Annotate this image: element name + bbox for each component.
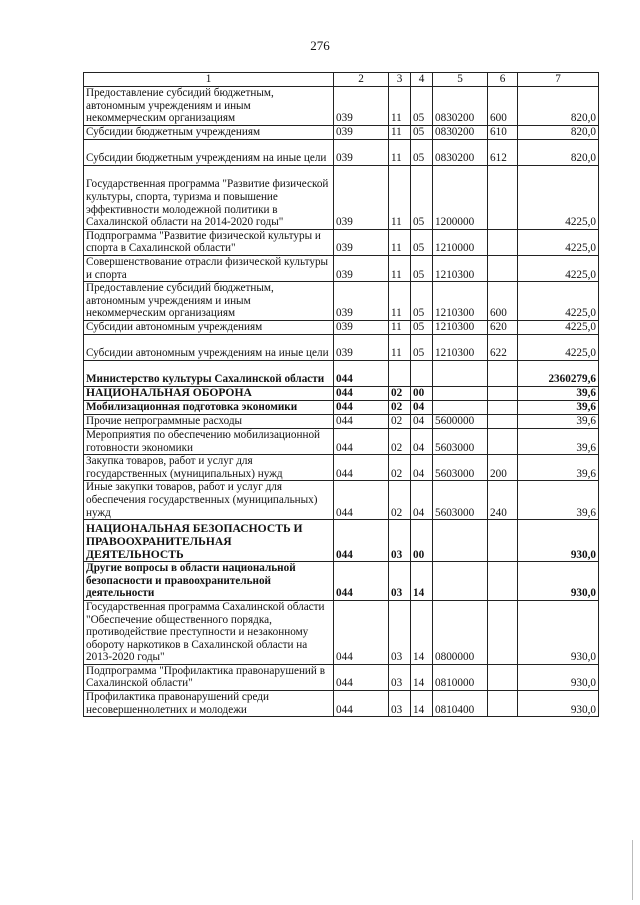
row-section-cell: 11: [389, 139, 411, 165]
table-row: [84, 428, 599, 454]
row-amount-cell: 4225,0: [518, 320, 599, 334]
row-type-cell: 620: [488, 320, 518, 334]
row-section-cell: 02: [389, 400, 411, 414]
row-type-cell: [488, 520, 518, 562]
table-row: [84, 360, 599, 386]
row-subsection-cell: 05: [411, 165, 433, 229]
row-type-cell: [488, 386, 518, 400]
row-section-cell: 11: [389, 282, 411, 321]
table-row: [84, 414, 599, 428]
table-row: [84, 520, 599, 562]
row-name-cell: Подпрограмма "Профилактика правонарушений в Сахалинской области": [84, 664, 334, 690]
row-amount-cell: 39,6: [518, 386, 599, 400]
row-target-cell: 0830200: [433, 125, 488, 139]
table-row: [84, 139, 599, 165]
row-subsection-cell: 05: [411, 139, 433, 165]
row-amount-cell: 2360279,6: [518, 360, 599, 386]
row-name-cell: Предоставление субсидий бюджетным, автономным учреждениям и иным некоммерческим организациям: [84, 282, 334, 321]
row-section-cell: 02: [389, 455, 411, 481]
table-row: [84, 87, 599, 126]
header-col-1: 1: [84, 73, 334, 87]
row-code-cell: 039: [334, 139, 389, 165]
row-code-cell: 044: [334, 520, 389, 562]
row-amount-cell: 930,0: [518, 600, 599, 664]
row-type-cell: [488, 664, 518, 690]
row-target-cell: 1200000: [433, 165, 488, 229]
row-section-cell: 11: [389, 334, 411, 360]
row-name-cell: Субсидии бюджетным учреждениям на иные цели: [84, 139, 334, 165]
row-name-cell: Мобилизационная подготовка экономики: [84, 400, 334, 414]
row-type-cell: 622: [488, 334, 518, 360]
row-name-cell: НАЦИОНАЛЬНАЯ ОБОРОНА: [84, 386, 334, 400]
row-target-cell: 1210300: [433, 320, 488, 334]
row-amount-cell: 820,0: [518, 125, 599, 139]
row-name-cell: Мероприятия по обеспечению мобилизационной готовности экономики: [84, 428, 334, 454]
row-target-cell: [433, 520, 488, 562]
row-amount-cell: 4225,0: [518, 255, 599, 281]
row-subsection-cell: 04: [411, 400, 433, 414]
row-type-cell: [488, 428, 518, 454]
header-row: [84, 73, 599, 87]
row-target-cell: 0830200: [433, 139, 488, 165]
budget-table: [83, 72, 599, 717]
header-col-4: 4: [411, 73, 433, 87]
row-subsection-cell: 05: [411, 87, 433, 126]
row-target-cell: 1210000: [433, 229, 488, 255]
table-row: [84, 691, 599, 717]
row-amount-cell: 930,0: [518, 562, 599, 601]
row-subsection-cell: 14: [411, 664, 433, 690]
row-type-cell: [488, 562, 518, 601]
row-type-cell: 600: [488, 87, 518, 126]
row-target-cell: [433, 360, 488, 386]
row-name-cell: Субсидии бюджетным учреждениям: [84, 125, 334, 139]
page-number: 276: [310, 38, 330, 53]
row-section-cell: [389, 360, 411, 386]
row-amount-cell: 820,0: [518, 139, 599, 165]
row-name-cell: Государственная программа "Развитие физической культуры, спорта, туризма и повышение эффективности молодежной политики в Сахалинской области на 2014-2020 годы": [84, 165, 334, 229]
row-name-cell: Прочие непрограммные расходы: [84, 414, 334, 428]
row-type-cell: 612: [488, 139, 518, 165]
row-code-cell: 039: [334, 229, 389, 255]
row-code-cell: 039: [334, 87, 389, 126]
row-subsection-cell: 14: [411, 600, 433, 664]
row-code-cell: 044: [334, 386, 389, 400]
row-code-cell: 044: [334, 428, 389, 454]
row-subsection-cell: 14: [411, 691, 433, 717]
row-code-cell: 039: [334, 282, 389, 321]
row-code-cell: 044: [334, 360, 389, 386]
row-target-cell: 5603000: [433, 455, 488, 481]
row-type-cell: [488, 414, 518, 428]
table-row: [84, 165, 599, 229]
row-type-cell: 600: [488, 282, 518, 321]
row-name-cell: НАЦИОНАЛЬНАЯ БЕЗОПАСНОСТЬ И ПРАВООХРАНИТЕЛЬНАЯ ДЕЯТЕЛЬНОСТЬ: [84, 520, 334, 562]
row-subsection-cell: 05: [411, 334, 433, 360]
row-target-cell: [433, 400, 488, 414]
row-type-cell: 240: [488, 481, 518, 520]
row-amount-cell: 39,6: [518, 481, 599, 520]
row-name-cell: Государственная программа Сахалинской области "Обеспечение общественного порядка, противодействие преступности и незаконному обороту наркотиков в Сахалинской области на 2013-2020 годы": [84, 600, 334, 664]
row-name-cell: Профилактика правонарушений среди несовершеннолетних и молодежи: [84, 691, 334, 717]
row-code-cell: 044: [334, 664, 389, 690]
row-code-cell: 044: [334, 455, 389, 481]
row-amount-cell: 4225,0: [518, 165, 599, 229]
row-section-cell: 11: [389, 165, 411, 229]
row-target-cell: 5603000: [433, 481, 488, 520]
row-name-cell: Субсидии автономным учреждениям на иные цели: [84, 334, 334, 360]
row-section-cell: 11: [389, 320, 411, 334]
row-section-cell: 11: [389, 87, 411, 126]
row-subsection-cell: 05: [411, 125, 433, 139]
row-section-cell: 02: [389, 414, 411, 428]
row-type-cell: [488, 229, 518, 255]
table-row: [84, 664, 599, 690]
table-row: [84, 386, 599, 400]
header-col-7: 7: [518, 73, 599, 87]
row-section-cell: 02: [389, 481, 411, 520]
row-type-cell: [488, 400, 518, 414]
row-amount-cell: 39,6: [518, 414, 599, 428]
row-amount-cell: 4225,0: [518, 282, 599, 321]
row-code-cell: 044: [334, 691, 389, 717]
row-subsection-cell: 04: [411, 428, 433, 454]
row-name-cell: Министерство культуры Сахалинской области: [84, 360, 334, 386]
row-amount-cell: 930,0: [518, 520, 599, 562]
row-type-cell: [488, 165, 518, 229]
table-row: [84, 229, 599, 255]
row-subsection-cell: 04: [411, 481, 433, 520]
table-row: [84, 400, 599, 414]
row-subsection-cell: 04: [411, 455, 433, 481]
row-section-cell: 03: [389, 600, 411, 664]
row-code-cell: 044: [334, 481, 389, 520]
row-section-cell: 02: [389, 428, 411, 454]
row-code-cell: 039: [334, 255, 389, 281]
row-section-cell: 03: [389, 691, 411, 717]
row-code-cell: 044: [334, 562, 389, 601]
row-code-cell: 039: [334, 125, 389, 139]
row-section-cell: 11: [389, 125, 411, 139]
row-subsection-cell: 05: [411, 255, 433, 281]
table-row: [84, 320, 599, 334]
row-subsection-cell: 00: [411, 520, 433, 562]
row-name-cell: Иные закупки товаров, работ и услуг для обеспечения государственных (муниципальных) нужд: [84, 481, 334, 520]
table-row: [84, 334, 599, 360]
row-target-cell: 1210300: [433, 334, 488, 360]
table-row: [84, 125, 599, 139]
row-target-cell: 1210300: [433, 255, 488, 281]
row-amount-cell: 39,6: [518, 455, 599, 481]
row-type-cell: [488, 600, 518, 664]
row-amount-cell: 4225,0: [518, 229, 599, 255]
row-code-cell: 039: [334, 334, 389, 360]
row-subsection-cell: [411, 360, 433, 386]
row-name-cell: Другие вопросы в области национальной безопасности и правоохранительной деятельности: [84, 562, 334, 601]
row-code-cell: 039: [334, 165, 389, 229]
row-section-cell: 11: [389, 255, 411, 281]
table-row: [84, 255, 599, 281]
header-col-2: 2: [334, 73, 389, 87]
row-target-cell: 0810000: [433, 664, 488, 690]
row-type-cell: [488, 255, 518, 281]
table-row: [84, 562, 599, 601]
table-row: [84, 455, 599, 481]
row-target-cell: 5603000: [433, 428, 488, 454]
row-name-cell: Предоставление субсидий бюджетным, автономным учреждениям и иным некоммерческим организациям: [84, 87, 334, 126]
row-section-cell: 03: [389, 562, 411, 601]
row-name-cell: Субсидии автономным учреждениям: [84, 320, 334, 334]
header-col-6: 6: [488, 73, 518, 87]
row-target-cell: 5600000: [433, 414, 488, 428]
row-code-cell: 039: [334, 320, 389, 334]
row-target-cell: [433, 386, 488, 400]
row-target-cell: 0800000: [433, 600, 488, 664]
row-target-cell: 1210300: [433, 282, 488, 321]
row-code-cell: 044: [334, 600, 389, 664]
row-subsection-cell: 14: [411, 562, 433, 601]
row-type-cell: [488, 360, 518, 386]
row-amount-cell: 820,0: [518, 87, 599, 126]
row-subsection-cell: 05: [411, 320, 433, 334]
row-amount-cell: 4225,0: [518, 334, 599, 360]
row-subsection-cell: 05: [411, 229, 433, 255]
header-col-3: 3: [389, 73, 411, 87]
row-type-cell: 200: [488, 455, 518, 481]
row-code-cell: 044: [334, 414, 389, 428]
row-section-cell: 11: [389, 229, 411, 255]
row-subsection-cell: 05: [411, 282, 433, 321]
row-type-cell: 610: [488, 125, 518, 139]
row-name-cell: Совершенствование отрасли физической культуры и спорта: [84, 255, 334, 281]
header-col-5: 5: [433, 73, 488, 87]
row-target-cell: [433, 562, 488, 601]
row-name-cell: Подпрограмма "Развитие физической культуры и спорта в Сахалинской области": [84, 229, 334, 255]
table-row: [84, 481, 599, 520]
table-row: [84, 600, 599, 664]
row-subsection-cell: 00: [411, 386, 433, 400]
row-target-cell: 0810400: [433, 691, 488, 717]
row-section-cell: 03: [389, 664, 411, 690]
row-target-cell: 0830200: [433, 87, 488, 126]
row-subsection-cell: 04: [411, 414, 433, 428]
row-name-cell: Закупка товаров, работ и услуг для государственных (муниципальных) нужд: [84, 455, 334, 481]
row-amount-cell: 39,6: [518, 400, 599, 414]
table-row: [84, 282, 599, 321]
row-type-cell: [488, 691, 518, 717]
row-code-cell: 044: [334, 400, 389, 414]
row-section-cell: 02: [389, 386, 411, 400]
row-amount-cell: 930,0: [518, 664, 599, 690]
scan-edge-mark: [632, 840, 633, 900]
row-amount-cell: 39,6: [518, 428, 599, 454]
row-amount-cell: 930,0: [518, 691, 599, 717]
row-section-cell: 03: [389, 520, 411, 562]
